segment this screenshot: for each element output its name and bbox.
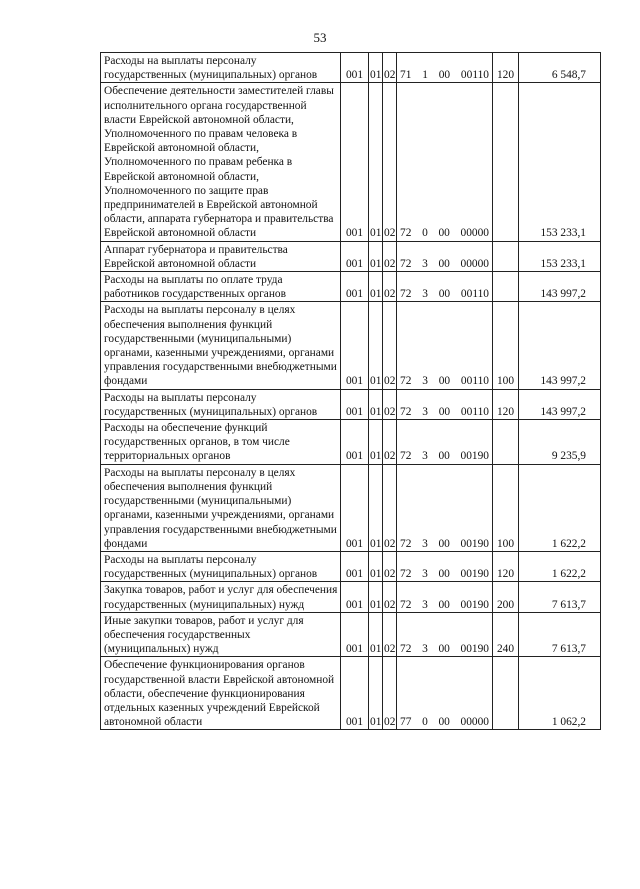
row-pr: 02 — [383, 420, 397, 465]
row-pr: 02 — [383, 612, 397, 657]
table-row — [101, 272, 601, 302]
csr-main-event: 00 — [438, 405, 451, 418]
row-name: Расходы на выплаты персоналу государственных (муниципальных) органов — [101, 53, 341, 83]
row-rz: 01 — [369, 272, 383, 302]
table-row — [101, 241, 601, 271]
row-rz: 01 — [369, 302, 383, 389]
row-name: Расходы на выплаты по оплате труда работников государственных органов — [101, 272, 341, 302]
row-csr — [397, 464, 493, 551]
csr-direction: 00190 — [460, 537, 489, 550]
table-row — [101, 302, 601, 389]
csr-subprogram: 0 — [422, 716, 428, 729]
row-csr — [397, 657, 493, 730]
row-amount: 143 997,2 — [519, 389, 601, 419]
row-pr: 02 — [383, 272, 397, 302]
row-amount: 7 613,7 — [519, 612, 601, 657]
row-pr: 02 — [383, 241, 397, 271]
row-csr — [397, 582, 493, 612]
csr-main-event: 00 — [438, 375, 451, 388]
csr-direction: 00110 — [460, 288, 489, 301]
csr-subprogram: 3 — [422, 405, 428, 418]
table-row — [101, 83, 601, 241]
row-pr: 02 — [383, 53, 397, 83]
table-row — [101, 420, 601, 465]
row-grbs: 001 — [341, 420, 369, 465]
row-rz: 01 — [369, 241, 383, 271]
csr-main-event: 00 — [438, 568, 450, 581]
row-rz: 01 — [369, 420, 383, 465]
row-vr: 120 — [493, 53, 519, 83]
row-rz: 01 — [369, 612, 383, 657]
csr-direction: 00190 — [460, 598, 489, 611]
csr-main-event: 00 — [438, 257, 450, 270]
csr-subprogram: 3 — [422, 643, 428, 656]
csr-subprogram: 3 — [422, 598, 428, 611]
row-csr — [397, 53, 493, 83]
row-grbs: 001 — [341, 464, 369, 551]
csr-main-event: 00 — [438, 450, 450, 463]
csr-direction: 00110 — [460, 69, 489, 82]
csr-program: 77 — [400, 716, 412, 729]
row-csr — [397, 612, 493, 657]
csr-program: 72 — [400, 257, 412, 270]
csr-main-event: 00 — [438, 643, 450, 656]
row-rz: 01 — [369, 389, 383, 419]
csr-direction: 00110 — [460, 375, 489, 388]
table-row — [101, 389, 601, 419]
table-row — [101, 53, 601, 83]
csr-main-event: 00 — [438, 288, 451, 301]
row-vr — [493, 83, 519, 241]
row-vr: 100 — [493, 464, 519, 551]
row-name: Обеспечение деятельности заместителей главы исполнительного органа государственной власти Еврейской автономной области, Уполномоченного по правам человека в Еврейской автономной области, Уполномоченного по правам ребенка в Еврейской автономной области, Уполномоченного по защите прав предпринимателей в Еврейской автономной области, аппарата губернатора и правительства Еврейской автономной области — [101, 83, 341, 241]
csr-subprogram: 3 — [422, 450, 428, 463]
csr-subprogram: 3 — [422, 288, 428, 301]
row-rz: 01 — [369, 657, 383, 730]
csr-direction: 00190 — [460, 450, 489, 463]
row-grbs: 001 — [341, 83, 369, 241]
row-grbs: 001 — [341, 53, 369, 83]
csr-program: 71 — [400, 69, 412, 82]
csr-subprogram: 3 — [422, 537, 428, 550]
row-pr: 02 — [383, 302, 397, 389]
csr-program: 72 — [400, 405, 412, 418]
row-csr — [397, 420, 493, 465]
csr-program: 72 — [400, 227, 412, 240]
row-vr: 240 — [493, 612, 519, 657]
row-name: Иные закупки товаров, работ и услуг для обеспечения государственных (муниципальных) нужд — [101, 612, 341, 657]
csr-direction: 00110 — [460, 405, 489, 418]
row-vr: 100 — [493, 302, 519, 389]
row-rz: 01 — [369, 582, 383, 612]
csr-program: 72 — [400, 568, 412, 581]
row-csr — [397, 272, 493, 302]
csr-main-event: 00 — [438, 598, 450, 611]
row-amount: 1 622,2 — [519, 551, 601, 581]
csr-program: 72 — [400, 288, 412, 301]
row-grbs: 001 — [341, 657, 369, 730]
csr-main-event: 00 — [438, 227, 450, 240]
csr-main-event: 00 — [438, 69, 451, 82]
table-row — [101, 612, 601, 657]
row-vr — [493, 420, 519, 465]
row-csr — [397, 302, 493, 389]
csr-subprogram: 3 — [422, 375, 428, 388]
row-pr: 02 — [383, 551, 397, 581]
row-csr — [397, 83, 493, 241]
row-amount: 1 622,2 — [519, 464, 601, 551]
csr-subprogram: 1 — [422, 69, 428, 82]
row-amount: 143 997,2 — [519, 302, 601, 389]
row-amount: 9 235,9 — [519, 420, 601, 465]
table-row — [101, 657, 601, 730]
table-row — [101, 551, 601, 581]
row-amount: 143 997,2 — [519, 272, 601, 302]
row-grbs: 001 — [341, 551, 369, 581]
row-rz: 01 — [369, 551, 383, 581]
row-amount: 6 548,7 — [519, 53, 601, 83]
row-pr: 02 — [383, 582, 397, 612]
row-grbs: 001 — [341, 302, 369, 389]
row-grbs: 001 — [341, 582, 369, 612]
csr-program: 72 — [400, 375, 412, 388]
csr-direction: 00190 — [460, 568, 489, 581]
row-grbs: 001 — [341, 272, 369, 302]
csr-main-event: 00 — [438, 716, 450, 729]
row-amount: 1 062,2 — [519, 657, 601, 730]
row-grbs: 001 — [341, 241, 369, 271]
row-csr — [397, 241, 493, 271]
row-name: Расходы на обеспечение функций государственных органов, в том числе территориальных органов — [101, 420, 341, 465]
row-rz: 01 — [369, 464, 383, 551]
row-vr — [493, 272, 519, 302]
row-pr: 02 — [383, 83, 397, 241]
row-csr — [397, 389, 493, 419]
budget-table — [100, 52, 601, 730]
row-amount: 153 233,1 — [519, 241, 601, 271]
row-grbs: 001 — [341, 389, 369, 419]
csr-program: 72 — [400, 537, 412, 550]
csr-program: 72 — [400, 643, 412, 656]
row-pr: 02 — [383, 389, 397, 419]
row-rz: 01 — [369, 83, 383, 241]
csr-subprogram: 3 — [422, 568, 428, 581]
row-vr: 120 — [493, 389, 519, 419]
table-row — [101, 464, 601, 551]
row-vr — [493, 657, 519, 730]
row-amount: 7 613,7 — [519, 582, 601, 612]
csr-direction: 00000 — [460, 227, 489, 240]
csr-program: 72 — [400, 598, 412, 611]
row-vr — [493, 241, 519, 271]
row-pr: 02 — [383, 657, 397, 730]
csr-direction: 00000 — [460, 716, 489, 729]
row-name: Расходы на выплаты персоналу государственных (муниципальных) органов — [101, 551, 341, 581]
row-grbs: 001 — [341, 612, 369, 657]
row-rz: 01 — [369, 53, 383, 83]
csr-direction: 00190 — [460, 643, 489, 656]
row-pr: 02 — [383, 464, 397, 551]
csr-program: 72 — [400, 450, 412, 463]
row-name: Обеспечение функционирования органов государственной власти Еврейской автономной области, обеспечение функционирования отдельных казенных учреждений Еврейской автономной области — [101, 657, 341, 730]
page-number: 53 — [313, 30, 327, 45]
row-name: Расходы на выплаты персоналу в целях обеспечения выполнения функций государственными (муниципальными) органами, казенными учреждениями, органами управления государственными внебюджетными фондами — [101, 464, 341, 551]
csr-subprogram: 3 — [422, 257, 428, 270]
csr-main-event: 00 — [438, 537, 450, 550]
row-name: Расходы на выплаты персоналу государственных (муниципальных) органов — [101, 389, 341, 419]
row-vr: 200 — [493, 582, 519, 612]
row-name: Закупка товаров, работ и услуг для обеспечения государственных (муниципальных) нужд — [101, 582, 341, 612]
row-name: Аппарат губернатора и правительства Еврейской автономной области — [101, 241, 341, 271]
row-csr — [397, 551, 493, 581]
table-row — [101, 582, 601, 612]
row-name: Расходы на выплаты персоналу в целях обеспечения выполнения функций государственными (муниципальными) органами, казенными учреждениями, органами управления государственными внебюджетными фондами — [101, 302, 341, 389]
row-amount: 153 233,1 — [519, 83, 601, 241]
row-vr: 120 — [493, 551, 519, 581]
csr-subprogram: 0 — [422, 227, 428, 240]
csr-direction: 00000 — [460, 257, 489, 270]
